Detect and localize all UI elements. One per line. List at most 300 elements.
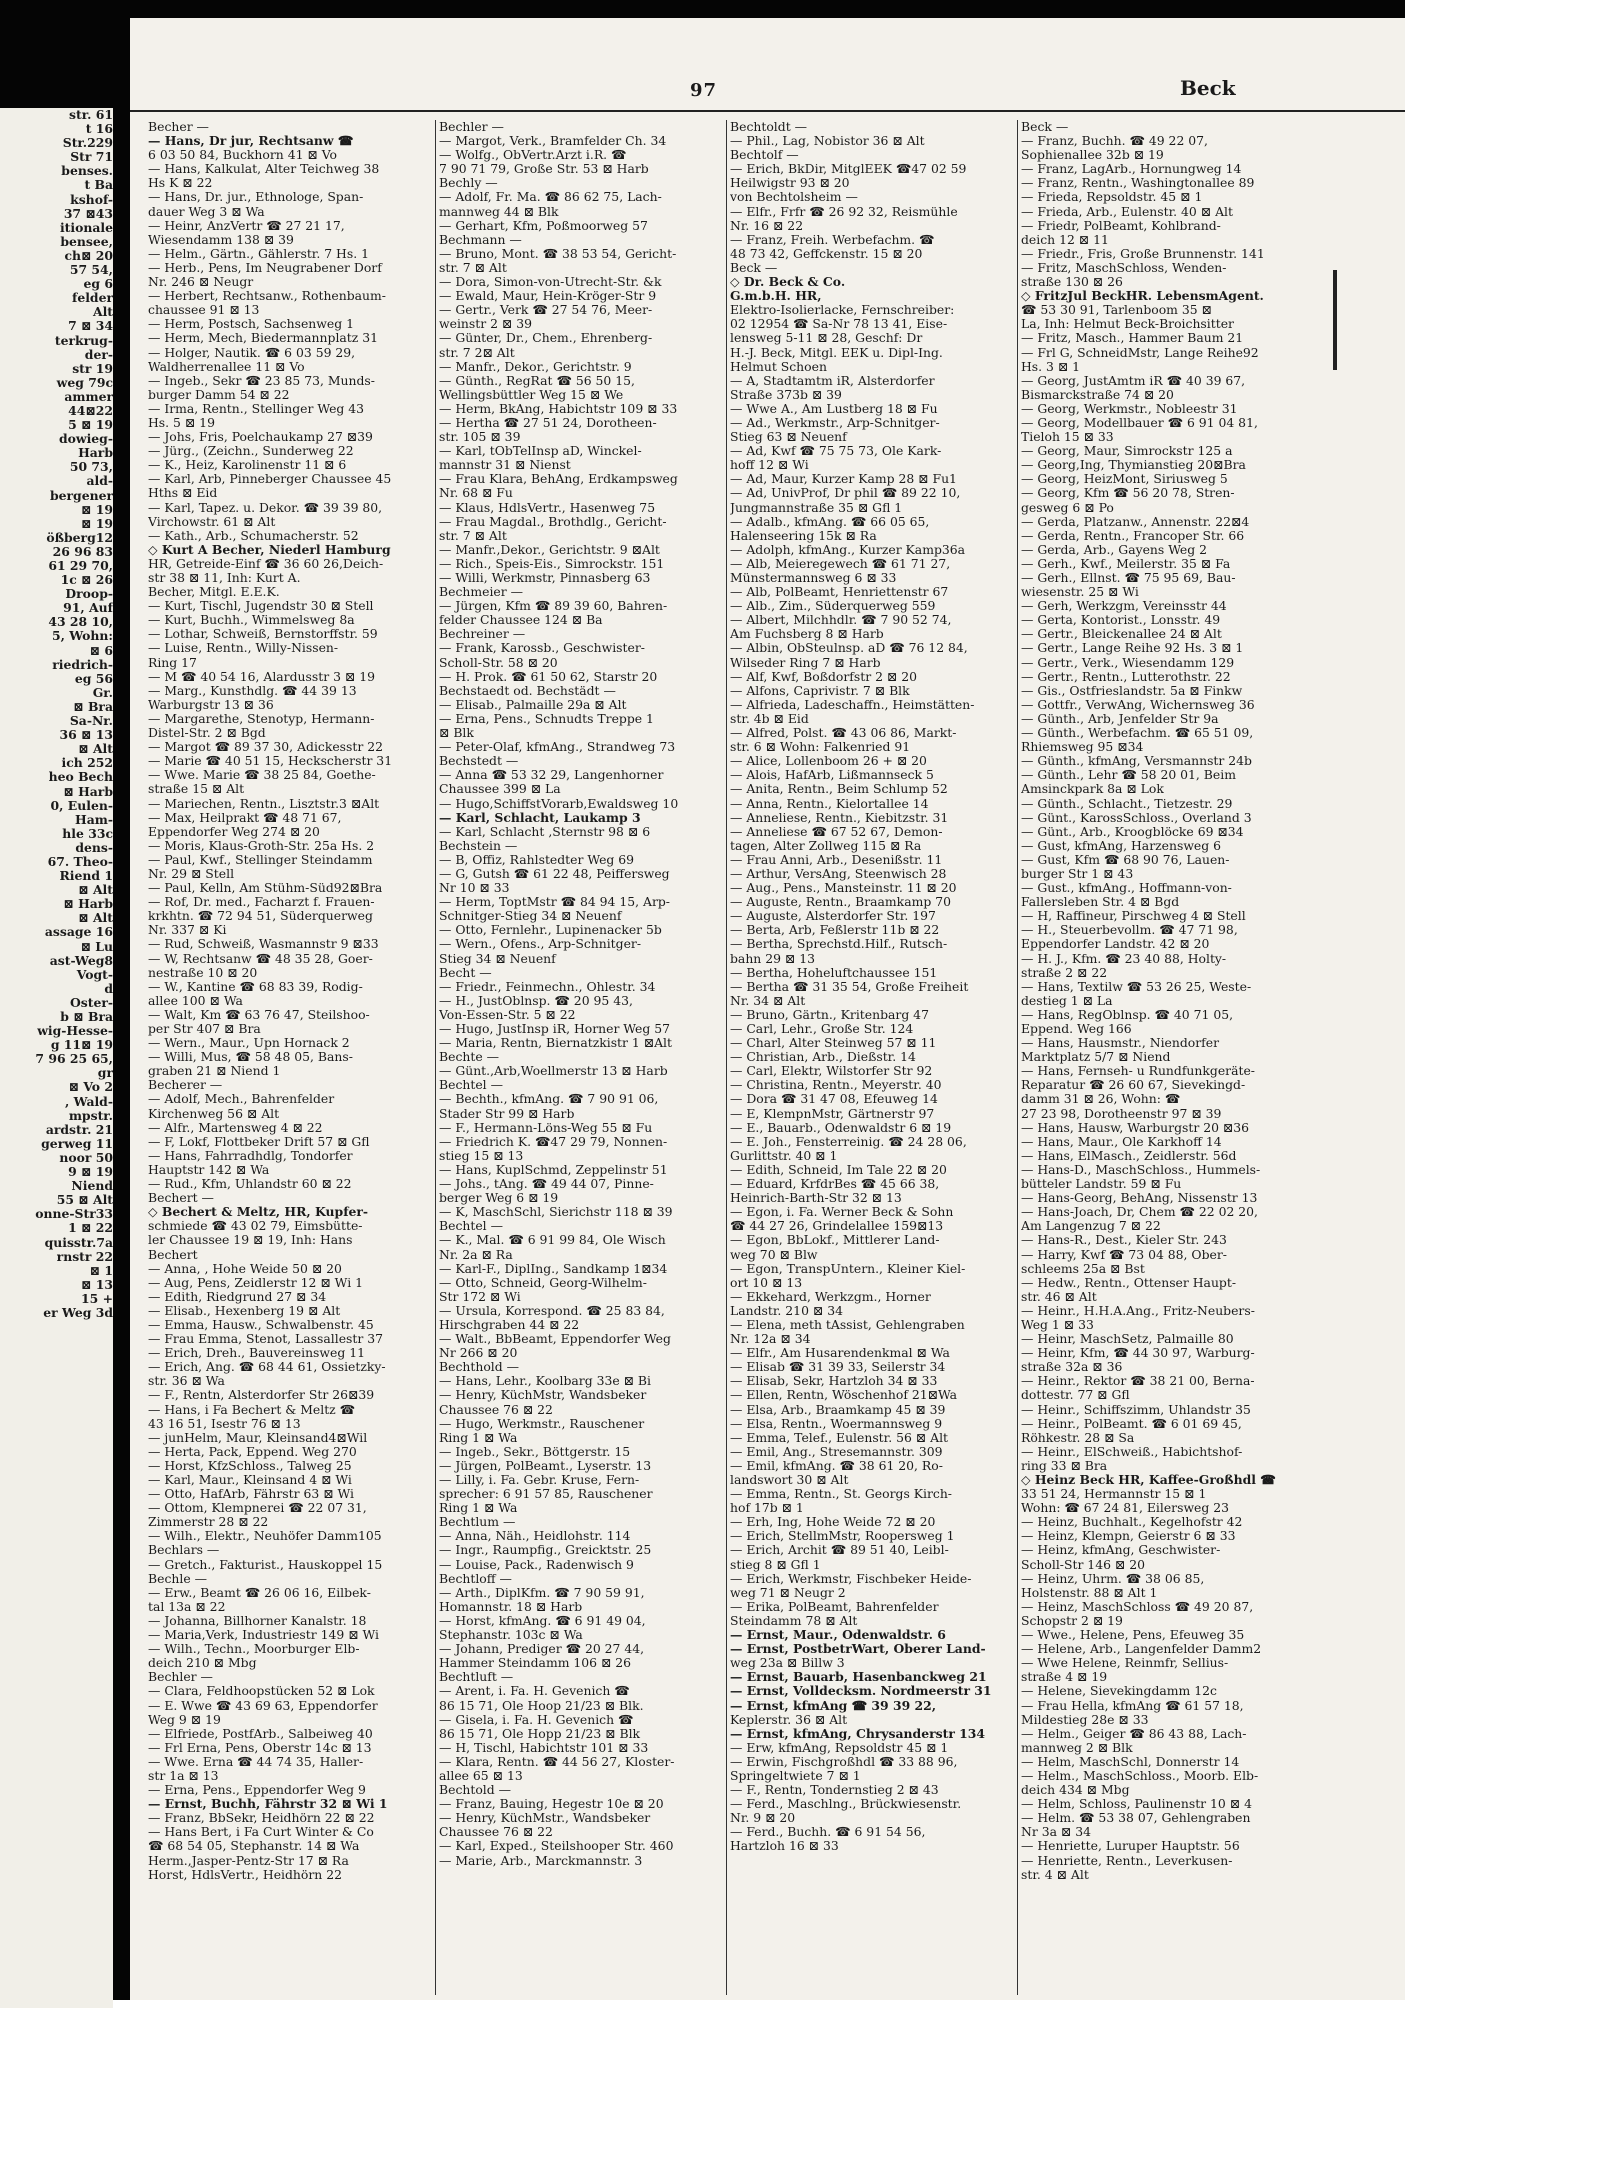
- directory-entry: — Paul, Kwf., Stellinger Steindamm: [148, 852, 373, 867]
- directory-entry: sprecher: 6 91 57 85, Rauschener: [439, 1487, 653, 1502]
- edge-fragment: ⊠ 13: [81, 1277, 113, 1292]
- directory-entry: Bechmeier —: [439, 585, 523, 600]
- edge-fragment: ardstr. 21: [45, 1122, 113, 1137]
- directory-entry: — Heinr., Rektor ☎ 38 21 00, Berna-: [1021, 1374, 1255, 1389]
- directory-entry: — Johanna, Billhorner Kanalstr. 18: [148, 1613, 367, 1628]
- directory-entry: Weg 1 ⊠ 33: [1021, 1317, 1094, 1332]
- directory-entry: — Ferd., Maschlng., Brückwiesenstr.: [730, 1797, 962, 1812]
- directory-entry: — Anita, Rentn., Beim Schlump 52: [730, 782, 948, 797]
- directory-entry: — Ingr., Raumpfig., Greicktstr. 25: [439, 1543, 652, 1558]
- directory-entry: — Jürgen, Kfm ☎ 89 39 60, Bahren-: [439, 599, 668, 614]
- directory-entry: Hartzloh 16 ⊠ 33: [730, 1839, 839, 1854]
- directory-entry: — Erich, Werkmstr, Fischbeker Heide-: [730, 1571, 972, 1586]
- directory-entry: Kirchenweg 56 ⊠ Alt: [148, 1106, 280, 1121]
- directory-entry: — Alfrieda, Ladeschaffn., Heimstätten-: [730, 697, 975, 712]
- directory-entry: — K., Mal. ☎ 6 91 99 84, Ole Wisch: [439, 1233, 666, 1248]
- directory-entry: Bechler —: [148, 1670, 213, 1685]
- directory-entry: — Elfriede, PostfArb., Salbeiweg 40: [148, 1726, 373, 1741]
- directory-entry: — Günth., Lehr ☎ 58 20 01, Beim: [1021, 768, 1236, 783]
- directory-entry: Bismarckstraße 74 ⊠ 20: [1021, 387, 1174, 402]
- directory-entry: — Gerda, Arb., Gayens Weg 2: [1021, 542, 1208, 557]
- directory-entry: — Gerh., Kwf., Meilerstr. 35 ⊠ Fa: [1021, 556, 1231, 571]
- directory-entry: 86 15 71, Ole Hoop 21/23 ⊠ Blk.: [439, 1698, 644, 1713]
- directory-entry: Hirschgraben 44 ⊠ 22: [439, 1317, 580, 1332]
- directory-entry: Horst, HdlsVertr., Heidhörn 22: [148, 1867, 342, 1882]
- directory-entry: — Hans, Lehr., Koolbarg 33e ⊠ Bi: [439, 1374, 652, 1389]
- directory-entry: — Johs., tAng. ☎ 49 44 07, Pinne-: [439, 1177, 654, 1192]
- directory-entry: — Franz, Rentn., Washingtonallee 89: [1021, 176, 1255, 191]
- directory-entry: — M ☎ 40 54 16, Alardusstr 3 ⊠ 19: [148, 669, 375, 684]
- directory-entry: — Ursula, Korrespond. ☎ 25 83 84,: [439, 1303, 665, 1318]
- directory-entry: — Aug, Pens, Zeidlerstr 12 ⊠ Wi 1: [148, 1275, 363, 1290]
- edge-fragment: ⊠ Alt: [78, 911, 113, 926]
- edge-fragment: b ⊠ Bra: [60, 1010, 113, 1024]
- directory-entry: ◇ Dr. Beck & Co.: [730, 275, 846, 290]
- edge-fragment: ald-: [86, 474, 113, 489]
- column-4: [1021, 120, 1303, 1995]
- directory-entry: — A, Stadtamtm iR, Alsterdorfer: [730, 373, 935, 388]
- edge-fragment: ⊠ Harb: [63, 897, 113, 912]
- directory-entry: Hths ⊠ Eid: [148, 486, 218, 501]
- directory-entry: — Rich., Speis-Eis., Simrockstr. 151: [439, 556, 665, 571]
- directory-entry: mannweg 2 ⊠ Blk: [1021, 1740, 1133, 1755]
- directory-entry: — Gerh, Werkzgm, Vereinsstr 44: [1021, 599, 1227, 614]
- directory-entry: Nr. 16 ⊠ 22: [730, 218, 804, 233]
- directory-entry: — Egon, i. Fa. Werner Beck & Sohn: [730, 1205, 954, 1220]
- directory-entry: — Adolph, kfmAng., Kurzer Kamp36a: [730, 542, 966, 557]
- directory-entry: Str 172 ⊠ Wi: [439, 1289, 521, 1304]
- edge-fragment: ößberg12: [46, 530, 113, 545]
- directory-entry: — Moris, Klaus-Groth-Str. 25a Hs. 2: [148, 838, 375, 853]
- directory-entry: — Alois, HafArb, Lißmannseck 5: [730, 768, 934, 783]
- directory-entry: weg 71 ⊠ Neugr 2: [730, 1585, 846, 1600]
- directory-entry: — Walt., BbBeamt, Eppendorfer Weg: [439, 1332, 671, 1347]
- directory-entry: ☎ 68 54 05, Stephanstr. 14 ⊠ Wa: [148, 1839, 360, 1854]
- directory-entry: Becherer —: [148, 1078, 223, 1093]
- directory-entry: deich 434 ⊠ Mbg: [1021, 1783, 1130, 1798]
- directory-entry: Schnitger-Stieg 34 ⊠ Neuenf: [439, 909, 622, 924]
- directory-entry: Springeltwiete 7 ⊠ 1: [730, 1768, 861, 1783]
- directory-entry: — Fritz, Masch., Hammer Baum 21: [1021, 331, 1244, 346]
- directory-entry: — Karl, Tapez. u. Dekor. ☎ 39 39 80,: [148, 500, 383, 515]
- directory-entry: tagen, Alter Zollweg 115 ⊠ Ra: [730, 838, 922, 853]
- directory-entry: — Wilh., Techn., Moorburger Elb-: [148, 1642, 360, 1657]
- directory-entry: — Hans, i Fa Bechert & Meltz ☎: [148, 1402, 356, 1417]
- directory-entry: Warburgstr 13 ⊠ 36: [148, 697, 274, 712]
- directory-entry: — Elisab., Palmaille 29a ⊠ Alt: [439, 697, 627, 712]
- directory-entry: von Bechtolsheim —: [730, 190, 858, 205]
- directory-entry: — Klaus, HdlsVertr., Hasenweg 75: [439, 500, 656, 515]
- directory-entry: Halenseering 15k ⊠ Ra: [730, 528, 877, 543]
- directory-entry: Amsinckpark 8a ⊠ Lok: [1021, 782, 1164, 797]
- directory-entry: str 38 ⊠ 11, Inh: Kurt A.: [148, 571, 301, 585]
- directory-entry: straße 15 ⊠ Alt: [148, 782, 245, 797]
- directory-entry: Keplerstr. 36 ⊠ Alt: [730, 1712, 848, 1727]
- edge-fragment: 9 ⊠ 19: [68, 1165, 113, 1180]
- directory-entry: Hs. 3 ⊠ 1: [1021, 359, 1081, 374]
- edge-fragment: 61 29 70,: [48, 559, 113, 573]
- column-2: [439, 120, 721, 1995]
- directory-entry: — Henry, KüchMstr., Wandsbeker: [439, 1811, 651, 1826]
- directory-entry: Bechthold —: [439, 1360, 520, 1375]
- directory-entry: Becher —: [148, 120, 209, 134]
- directory-entry: Distel-Str. 2 ⊠ Bgd: [148, 726, 266, 741]
- edge-fragment: Oster-: [69, 995, 113, 1010]
- directory-entry: — Herm, Postsch, Sachsenweg 1: [148, 317, 354, 332]
- directory-entry: — Christina, Rentn., Meyerstr. 40: [730, 1078, 942, 1093]
- directory-entry: — Gertr., Verk., Wiesendamm 129: [1021, 655, 1235, 670]
- directory-entry: — Adalb., kfmAng. ☎ 66 05 65,: [730, 514, 930, 529]
- directory-entry: Stieg 34 ⊠ Neuenf: [439, 951, 556, 966]
- directory-entry: dottestr. 77 ⊠ Gfl: [1021, 1388, 1130, 1403]
- directory-entry: — Alfred, Polst. ☎ 43 06 86, Markt-: [730, 726, 957, 741]
- edge-fragment: kshof-: [70, 192, 113, 207]
- directory-entry: — Karl, tObTelInsp aD, Winckel-: [439, 444, 642, 459]
- directory-entry: Bechert —: [148, 1191, 214, 1206]
- directory-entry: — Erna, Pens., Eppendorfer Weg 9: [148, 1783, 366, 1798]
- directory-entry: — Dora ☎ 31 47 08, Efeuweg 14: [730, 1092, 938, 1107]
- directory-entry: — Fritz, MaschSchloss, Wenden-: [1021, 260, 1227, 275]
- directory-entry: Bechstedt —: [439, 754, 519, 769]
- directory-entry: — Erich, BkDir, MitglEEK ☎47 02 59: [730, 162, 967, 177]
- directory-entry: str. 6 ⊠ Wohn: Falkenried 91: [730, 740, 911, 755]
- directory-entry: Ring 1 ⊠ Wa: [439, 1501, 518, 1516]
- directory-entry: 7 90 71 79, Große Str. 53 ⊠ Harb: [439, 162, 649, 177]
- directory-entry: schleems 25a ⊠ Bst: [1021, 1261, 1145, 1276]
- directory-entry: — Elisab., Hexenberg 19 ⊠ Alt: [148, 1303, 341, 1318]
- edge-fragment: felder: [72, 291, 113, 306]
- directory-entry: — Marg., Kunsthdlg. ☎ 44 39 13: [148, 683, 357, 698]
- directory-entry: Jungmannstraße 35 ⊠ Gfl 1: [730, 500, 903, 515]
- directory-entry: — Marie ☎ 40 51 15, Heckscherstr 31: [148, 754, 393, 769]
- directory-entry: — Hans Bert, i Fa Curt Winter & Co: [148, 1825, 374, 1840]
- edge-fragment: 57 54,: [69, 263, 113, 278]
- directory-entry: — Gerda, Platzanw., Annenstr. 22⊠4: [1021, 514, 1250, 529]
- directory-entry: — H. J., Kfm. ☎ 23 40 88, Holty-: [1021, 951, 1227, 966]
- directory-entry: — Heinr., Schiffszimm, Uhlandstr 35: [1021, 1402, 1251, 1417]
- directory-entry: — Hans, RegOblnsp. ☎ 40 71 05,: [1021, 1007, 1234, 1022]
- column-divider: [1017, 120, 1018, 1995]
- column-divider: [726, 120, 727, 1995]
- directory-entry: — Karl, Schlacht ,Sternstr 98 ⊠ 6: [439, 824, 651, 839]
- directory-entry: — Carl, Lehr., Große Str. 124: [730, 1022, 914, 1036]
- directory-entry: — Auguste, Alsterdorfer Str. 197: [730, 909, 936, 924]
- directory-entry: Nr. 12a ⊠ 34: [730, 1332, 811, 1347]
- edge-fragment: 7 96 25 65,: [35, 1052, 113, 1067]
- directory-entry: — Elisab, Sekr, Hartzloh 34 ⊠ 33: [730, 1374, 938, 1389]
- directory-entry: — Karl-F., DiplIng., Sandkamp 1⊠34: [439, 1261, 668, 1276]
- directory-entry: Bechmann —: [439, 232, 522, 247]
- directory-entry: — Louise, Pack., Radenwisch 9: [439, 1557, 634, 1572]
- edge-fragment: str 19: [72, 361, 113, 376]
- directory-entry: — Erich, Ang. ☎ 68 44 61, Ossietzky-: [148, 1360, 386, 1375]
- directory-entry: Becht —: [439, 965, 492, 980]
- directory-entry: Bechstaedt od. Bechstädt —: [439, 683, 616, 698]
- directory-entry: — Erwin, Fischgroßhdl ☎ 33 88 96,: [730, 1754, 958, 1769]
- directory-entry: ring 33 ⊠ Bra: [1021, 1458, 1108, 1473]
- edge-fragment: Str.229: [62, 136, 113, 151]
- directory-entry: Chaussee 76 ⊠ 22: [439, 1825, 553, 1840]
- directory-entry: — Erw., Beamt ☎ 26 06 16, Eilbek-: [148, 1585, 371, 1600]
- directory-entry: berger Weg 6 ⊠ 19: [439, 1191, 559, 1206]
- directory-entry: Wilseder Ring 7 ⊠ Harb: [730, 655, 881, 670]
- directory-entry: weg 70 ⊠ Blw: [730, 1247, 818, 1262]
- directory-entry: — Irma, Rentn., Stellinger Weg 43: [148, 401, 365, 416]
- edge-fragment: 55 ⊠ Alt: [56, 1193, 113, 1208]
- directory-entry: Bechtluft —: [439, 1670, 514, 1685]
- directory-entry: — Willi, Werkmstr, Pinnasberg 63: [439, 571, 651, 585]
- directory-entry: — Max, Heilprakt ☎ 48 71 67,: [148, 810, 342, 825]
- directory-entry: — Ingeb., Sekr., Böttgerstr. 15: [439, 1444, 631, 1459]
- directory-entry: Eppendorfer Weg 274 ⊠ 20: [148, 824, 320, 839]
- directory-entry: — Hertha ☎ 27 51 24, Dorotheen-: [439, 415, 657, 430]
- directory-entry: — Elfr., Am Husarendenkmal ⊠ Wa: [730, 1346, 950, 1361]
- edge-fragment: er Weg 3d: [43, 1305, 113, 1320]
- directory-entry: Hs. 5 ⊠ 19: [148, 415, 215, 430]
- directory-entry: — Frau Emma, Stenot, Lassallestr 37: [148, 1332, 384, 1347]
- directory-entry: — Gertr., Rentn., Lutterothstr. 22: [1021, 669, 1231, 684]
- directory-entry: — Gertr., Bleickenallee 24 ⊠ Alt: [1021, 627, 1222, 642]
- edge-fragment: Niend: [71, 1179, 113, 1194]
- directory-entry: 27 23 98, Dorotheenstr 97 ⊠ 39: [1021, 1106, 1222, 1121]
- directory-entry: — Hans, Fahrradhdlg, Tondorfer: [148, 1148, 353, 1163]
- directory-entry: — Hedw., Rentn., Ottenser Haupt-: [1021, 1275, 1237, 1290]
- directory-entry: 33 51 24, Hermannstr 15 ⊠ 1: [1021, 1487, 1207, 1502]
- directory-entry: krkhtn. ☎ 72 94 51, Süderquerweg: [148, 909, 373, 924]
- directory-entry: Hs K ⊠ 22: [148, 176, 213, 191]
- directory-entry: — Berta, Arb, Feßlerstr 11b ⊠ 22: [730, 923, 940, 938]
- directory-entry: — Ellen, Rentn, Wöschenhof 21⊠Wa: [730, 1388, 958, 1403]
- directory-entry: — Alice, Lollenboom 26 + ⊠ 20: [730, 754, 927, 769]
- directory-entry: — Jürgen, PolBeamt., Lyserstr. 13: [439, 1458, 652, 1473]
- directory-entry: — Helene, Sievekingdamm 12c: [1021, 1684, 1217, 1699]
- directory-entry: tal 13a ⊠ 22: [148, 1599, 226, 1614]
- edge-fragment: dowieg-: [59, 432, 113, 447]
- directory-entry: Nr. 29 ⊠ Stell: [148, 866, 235, 881]
- edge-fragment: ⊠ 19: [81, 516, 113, 531]
- directory-entry: — Anna, , Hohe Weide 50 ⊠ 20: [148, 1261, 342, 1276]
- directory-entry: — Ekkehard, Werkzgm., Horner: [730, 1289, 931, 1304]
- directory-entry: — Frl G, SchneidMstr, Lange Reihe92: [1021, 345, 1259, 360]
- directory-entry: — F., Hermann-Löns-Weg 55 ⊠ Fu: [439, 1120, 653, 1135]
- directory-entry: Bechly —: [439, 176, 498, 191]
- directory-entry: HR, Getreide-Einf ☎ 36 60 26,Deich-: [148, 556, 384, 571]
- directory-entry: — H, Raffineur, Pirschweg 4 ⊠ Stell: [1021, 909, 1246, 924]
- directory-entry: — Gertr., Verk ☎ 27 54 76, Meer-: [439, 303, 653, 318]
- edge-fragment: Gr.: [92, 685, 113, 700]
- directory-entry: — Georg, Modellbauer ☎ 6 91 04 81,: [1021, 415, 1258, 430]
- directory-entry: bahn 29 ⊠ 13: [730, 951, 816, 966]
- directory-entry: — Manfr., Dekor., Gerichtstr. 9: [439, 359, 632, 374]
- directory-entry: — Herbert, Rechtsanw., Rothenbaum-: [148, 289, 386, 304]
- directory-entry: — Manfr.,Dekor., Gerichtstr. 9 ⊠Alt: [439, 542, 660, 557]
- directory-entry: schmiede ☎ 43 02 79, Eimsbütte-: [148, 1219, 363, 1234]
- directory-entry: — Emma, Rentn., St. Georgs Kirch-: [730, 1487, 952, 1502]
- directory-entry: Gurlittstr. 40 ⊠ 1: [730, 1148, 838, 1163]
- directory-entry: — Ernst, kfmAng ☎ 39 39 22,: [730, 1698, 937, 1713]
- directory-entry: — Egon, TranspUntern., Kleiner Kiel-: [730, 1261, 966, 1276]
- edge-fragment: 1 ⊠ 22: [68, 1221, 113, 1236]
- column-1: [148, 120, 430, 1995]
- directory-entry: — Heinz, Klempn, Geierstr 6 ⊠ 33: [1021, 1529, 1236, 1544]
- edge-fragment: 67. Theo-: [47, 854, 113, 869]
- directory-entry: — Gretch., Fakturist., Hauskoppel 15: [148, 1557, 383, 1572]
- edge-fragment: bergener: [49, 488, 113, 503]
- edge-fragment: der-: [84, 347, 113, 362]
- directory-entry: burger Str 1 ⊠ 43: [1021, 866, 1134, 881]
- directory-entry: — Luise, Rentn., Willy-Nissen-: [148, 641, 339, 656]
- directory-entry: Homannstr. 18 ⊠ Harb: [439, 1599, 583, 1614]
- directory-entry: — Ernst, Maur., Odenwaldstr. 6: [730, 1628, 946, 1643]
- header-rule: [130, 110, 1405, 112]
- directory-entry: — Frau Magdal., Brothdlg., Gericht-: [439, 514, 667, 529]
- directory-entry: Nr. 9 ⊠ 20: [730, 1811, 796, 1826]
- edge-fragment: ⊠ 6: [89, 643, 113, 658]
- directory-entry: 02 12954 ☎ Sa-Nr 78 13 41, Eise-: [730, 317, 948, 332]
- directory-entry: — Maria, Rentn, Biernatzkistr 1 ⊠Alt: [439, 1036, 672, 1051]
- directory-entry: — Günter, Dr., Chem., Ehrenberg-: [439, 331, 653, 346]
- directory-entry: — Hans, Dr. jur., Ethnologe, Span-: [148, 190, 364, 205]
- directory-entry: — Bertha ☎ 31 35 54, Große Freiheit: [730, 979, 969, 994]
- directory-entry: — Ernst, kfmAng, Chrysanderstr 134: [730, 1726, 986, 1741]
- directory-entry: — Wwe Helene, Reinmfr, Sellius-: [1021, 1656, 1229, 1671]
- directory-entry: — W, Rechtsanw ☎ 48 35 28, Goer-: [148, 951, 373, 966]
- directory-entry: ☎ 53 30 91, Tarlenboom 35 ⊠: [1021, 303, 1212, 318]
- edge-fragment: wig-Hesse-: [37, 1024, 113, 1039]
- directory-entry: ◇ FritzJul BeckHR. LebensmAgent.: [1021, 289, 1264, 304]
- directory-entry: gesweg 6 ⊠ Po: [1021, 500, 1114, 515]
- directory-entry: — H., Steuerbevollm. ☎ 47 71 98,: [1021, 923, 1238, 938]
- directory-entry: — Günt.,Arb,Woellmerstr 13 ⊠ Harb: [439, 1064, 668, 1079]
- directory-entry: — Herm, BkAng, Habichtstr 109 ⊠ 33: [439, 401, 678, 416]
- directory-entry: Wellingsbüttler Weg 15 ⊠ We: [439, 387, 624, 402]
- directory-entry: — Franz, BbSekr, Heidhörn 22 ⊠ 22: [148, 1811, 375, 1826]
- edge-fragment: onne-Str33: [35, 1207, 113, 1222]
- edge-fragment: Droop-: [65, 587, 113, 602]
- directory-entry: Waldherrenallee 11 ⊠ Vo: [148, 359, 305, 374]
- directory-entry: — Ernst, PostbetrWart, Oberer Land-: [730, 1642, 986, 1657]
- directory-entry: dauer Weg 3 ⊠ Wa: [148, 204, 265, 219]
- directory-entry: — Friedr., Fris, Große Brunnenstr. 141: [1021, 246, 1265, 261]
- directory-entry: — Adolf, Fr. Ma. ☎ 86 62 75, Lach-: [439, 190, 662, 205]
- directory-entry: — Kurt, Buchh., Wimmelsweg 8a: [148, 613, 355, 628]
- directory-entry: Eppendorfer Landstr. 42 ⊠ 20: [1021, 937, 1210, 952]
- edge-fragment: ⊠ 19: [81, 502, 113, 517]
- directory-entry: — Horst, KfzSchloss., Talweg 25: [148, 1458, 352, 1473]
- directory-entry: — Ferd., Buchh. ☎ 6 91 54 56,: [730, 1825, 926, 1840]
- directory-entry: chaussee 91 ⊠ 13: [148, 303, 260, 318]
- directory-entry: — Hugo,SchiffstVorarb,Ewaldsweg 10: [439, 796, 679, 811]
- directory-entry: — K., Heiz, Karolinenstr 11 ⊠ 6: [148, 458, 347, 473]
- directory-entry: — Aug., Pens., Mansteinstr. 11 ⊠ 20: [730, 881, 957, 896]
- directory-entry: — Paul, Kelln, Am Stühm-Süd92⊠Bra: [148, 881, 383, 896]
- directory-entry: — Erna, Pens., Schnudts Treppe 1: [439, 711, 654, 726]
- directory-entry: Mildestieg 28e ⊠ 33: [1021, 1712, 1149, 1727]
- directory-entry: — Johs, Fris, Poelchaukamp 27 ⊠39: [148, 430, 373, 445]
- directory-entry: — Herm, ToptMstr ☎ 84 94 15, Arp-: [439, 895, 670, 910]
- directory-entry: — Mariechen, Rentn., Lisztstr.3 ⊠Alt: [148, 796, 380, 811]
- edge-fragment: 5 ⊠ 19: [68, 418, 113, 433]
- directory-entry: — Margot ☎ 89 37 30, Adickesstr 22: [148, 740, 384, 755]
- directory-entry: — Wern., Ofens., Arp-Schnitger-: [439, 937, 642, 952]
- directory-entry: Bechreiner —: [439, 627, 526, 642]
- edge-fragment: ⊠ Alt: [78, 883, 113, 898]
- directory-entry: — H., JustOblnsp. ☎ 20 95 43,: [439, 993, 633, 1008]
- directory-entry: — Hans-R., Dest., Kieler Str. 243: [1021, 1233, 1227, 1248]
- directory-entry: — Marie, Arb., Marckmannstr. 3: [439, 1853, 643, 1868]
- directory-entry: hof 17b ⊠ 1: [730, 1501, 804, 1516]
- directory-entry: — H, Tischl, Habichtstr 101 ⊠ 33: [439, 1740, 649, 1755]
- directory-entry: — Harry, Kwf ☎ 73 04 88, Ober-: [1021, 1247, 1227, 1262]
- directory-entry: — Georg, Kfm ☎ 56 20 78, Stren-: [1021, 486, 1235, 501]
- directory-entry: Chaussee 76 ⊠ 22: [439, 1402, 553, 1417]
- edge-fragment: 5, Wohn:: [51, 629, 113, 644]
- directory-entry: Wiesendamm 138 ⊠ 39: [148, 232, 294, 247]
- directory-entry: Schopstr 2 ⊠ 19: [1021, 1613, 1123, 1628]
- edge-fragment: heo Bech: [48, 770, 113, 785]
- edge-fragment: ⊠ Bra: [73, 699, 113, 714]
- edge-fragment: d: [104, 981, 113, 996]
- directory-entry: Von-Essen-Str. 5 ⊠ 22: [439, 1007, 576, 1022]
- directory-entry: — Herta, Pack, Eppend. Weg 270: [148, 1444, 357, 1459]
- directory-entry: ☎ 44 27 26, Grindelallee 159⊠13: [730, 1219, 944, 1234]
- directory-entry: — Auguste, Rentn., Braamkamp 70: [730, 895, 951, 910]
- directory-entry: — Edith, Riedgrund 27 ⊠ 34: [148, 1289, 327, 1304]
- directory-entry: Bechte —: [439, 1050, 499, 1065]
- directory-entry: — Hans, Fernseh- u Rundfunkgeräte-: [1021, 1064, 1255, 1079]
- edge-fragment: eg 56: [74, 671, 113, 686]
- directory-entry: Virchowstr. 61 ⊠ Alt: [148, 514, 276, 529]
- directory-entry: — Horst, kfmAng. ☎ 6 91 49 04,: [439, 1613, 646, 1628]
- edge-fragment: t 16: [85, 122, 113, 137]
- directory-entry: Heinrich-Barth-Str 32 ⊠ 13: [730, 1191, 902, 1206]
- edge-fragment: gerweg 11: [41, 1136, 113, 1151]
- edge-fragment: Alt: [92, 305, 113, 320]
- edge-fragment: ⊠ Vo 2: [68, 1080, 113, 1095]
- directory-entry: — Margarethe, Stenotyp, Hermann-: [148, 711, 375, 726]
- directory-entry: — Frau Anni, Arb., Desenißstr. 11: [730, 852, 943, 867]
- edge-fragment: 15 +: [81, 1291, 113, 1306]
- edge-fragment: 7 ⊠ 34: [68, 319, 113, 334]
- edge-fragment: bensee,: [60, 234, 113, 249]
- directory-entry: — Hans-D., MaschSchloss., Hummels-: [1021, 1162, 1261, 1177]
- directory-entry: — Alf, Kwf, Boßdorfstr 2 ⊠ 20: [730, 669, 917, 684]
- directory-entry: — Heinz, Uhrm. ☎ 38 06 85,: [1021, 1571, 1205, 1586]
- directory-entry: — Karl, Exped., Steilshooper Str. 460: [439, 1839, 674, 1854]
- directory-entry: — Anna ☎ 53 32 29, Langenhorner: [439, 768, 664, 783]
- directory-entry: — Ad, Kwf ☎ 75 75 73, Ole Kark-: [730, 444, 942, 459]
- directory-entry: — Bruno, Mont. ☎ 38 53 54, Gericht-: [439, 246, 677, 261]
- directory-entry: Hammer Steindamm 106 ⊠ 26: [439, 1656, 632, 1671]
- directory-entry: — Christian, Arb., Dießstr. 14: [730, 1050, 916, 1065]
- edge-fragment: Sa-Nr.: [69, 714, 113, 729]
- edge-fragment: g 11⊠ 19: [50, 1038, 113, 1053]
- directory-entry: — Johann, Prediger ☎ 20 27 44,: [439, 1642, 645, 1657]
- directory-entry: — Franz, Buchh. ☎ 49 22 07,: [1021, 134, 1208, 149]
- directory-entry: La, Inh: Helmut Beck-Broichsitter: [1021, 317, 1234, 332]
- directory-entry: — Hans, ElMasch., Zeidlerstr. 56d: [1021, 1148, 1237, 1163]
- directory-entry: Nr 266 ⊠ 20: [439, 1346, 518, 1361]
- directory-entry: Hauptstr 142 ⊠ Wa: [148, 1162, 270, 1177]
- directory-entry: — Erw, kfmAng, Repsoldstr 45 ⊠ 1: [730, 1740, 949, 1755]
- directory-entry: — Otto, Schneid, Georg-Wilhelm-: [439, 1275, 647, 1290]
- directory-entry: Stieg 63 ⊠ Neuenf: [730, 430, 847, 445]
- directory-entry: — Helm., Gärtn., Gählerstr. 7 Hs. 1: [148, 246, 369, 261]
- edge-fragment: ⊠ Lu: [80, 939, 113, 954]
- directory-entry: Nr 10 ⊠ 33: [439, 881, 510, 896]
- directory-entry: Bechlars —: [148, 1543, 220, 1558]
- edge-fragment: ⊠ Alt: [78, 742, 113, 757]
